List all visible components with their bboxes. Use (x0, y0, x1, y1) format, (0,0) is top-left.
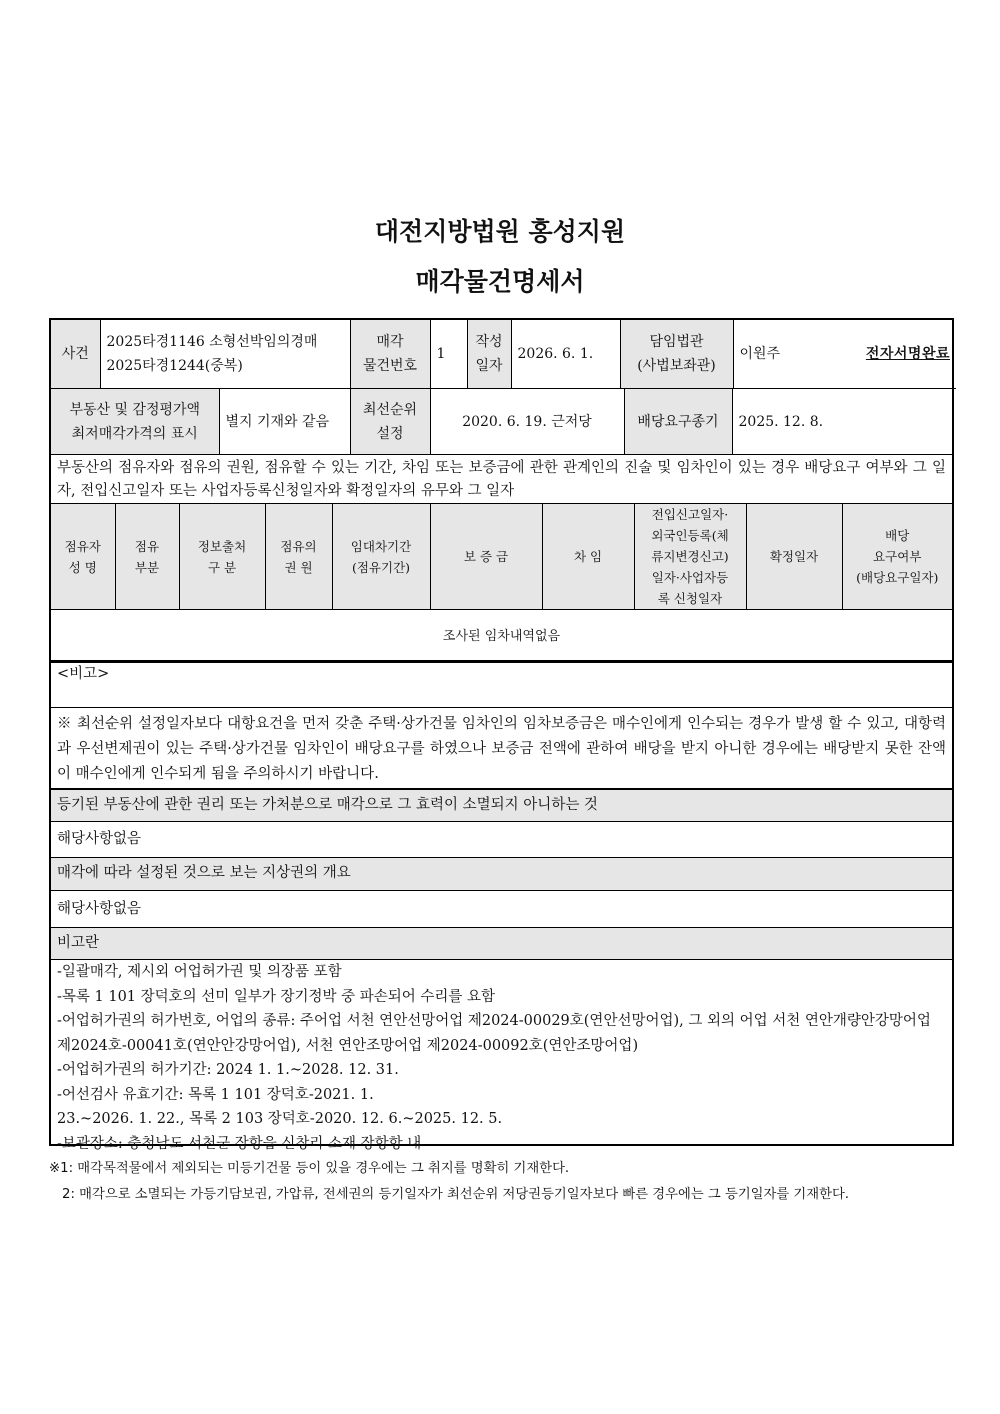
appraisal-label-line1: 부동산 및 감정평가액 (69, 401, 201, 418)
judge-label-line1: 담임법관 (649, 334, 704, 350)
case-number-line2: 2025타경1244(중복) (106, 358, 243, 374)
misc-line: -어업허가권의 허가기간: 2024 1. 1.~2028. 12. 31. (57, 1062, 399, 1078)
col-lease-period-l2: (점유기간) (351, 559, 411, 575)
notes-table (49, 661, 954, 1152)
document-title: 매각물건명세서 (415, 267, 585, 296)
priority-label (350, 389, 430, 455)
surface-rights-label: 매각에 따라 설정된 것으로 보는 지상권의 개요 (51, 858, 952, 891)
col-occupied-part (115, 504, 179, 610)
col-dividend-request-l1: 배당 (885, 528, 910, 543)
col-occupant-name-l1: 점유자 (64, 538, 101, 554)
appraisal-label-line2: 최저매각가격의 표시 (71, 425, 198, 442)
priority-label-line2: 설정 (376, 425, 404, 442)
judge-label (620, 320, 733, 388)
priority-value: 2020. 6. 19. 근저당 (430, 389, 624, 455)
case-label: 사건 (51, 320, 100, 388)
case-info-row (51, 320, 956, 388)
case-info-table (49, 318, 954, 662)
col-dividend-request (842, 504, 952, 610)
col-occupant-name-l2: 성 명 (68, 559, 97, 575)
col-dividend-request-l2: 요구여부 (873, 549, 922, 564)
col-fixed-date-l1: 확정일자 (769, 549, 819, 564)
case-number-line1: 2025타경1146 소형선박임의경매 (106, 334, 318, 350)
footnote-1: ※1: 매각목적물에서 제외되는 미등기건물 등이 있을 경우에는 그 취지를 명확히 기재한다. (49, 1161, 570, 1176)
case-number-cell (100, 320, 350, 388)
misc-label: 비고란 (51, 928, 952, 960)
appraisal-value: 별지 기재와 같음 (219, 389, 350, 455)
surface-rights-value: 해당사항없음 (51, 891, 952, 928)
col-info-source-l2: 구 분 (207, 559, 237, 575)
remarks-section (51, 663, 952, 708)
item-number-label-line1: 매각 (376, 334, 404, 350)
col-info-source (179, 504, 265, 610)
written-date-label-line2: 일자 (475, 358, 503, 374)
col-rent-l1: 차 임 (573, 549, 603, 564)
judge-name: 이원주 (739, 346, 781, 362)
notice-text: ※ 최선순위 설정일자보다 대항요건을 먼저 갖춘 주택·상가건물 임차인의 임차보증금은 매수인에게 인수되는 경우가 발생 할 수 있고, 대항력과 우선변제권이 있는 주택·상가건물 임차인이 배당요구를 하였으나 보증금 전액에 관하여 배당을 받지 아니한 경우에는 배당받지 못한 잔액이 매수인에게 인수되게 됨을 주의하시기 바랍니다. (51, 708, 952, 790)
col-registration-date-l3: 류지변경신고) (651, 549, 729, 564)
col-registration-date (634, 504, 746, 610)
deadline-value: 2025. 12. 8. (732, 389, 956, 455)
property-info-row (51, 388, 956, 454)
misc-line: -어선검사 유효기간: 목록 1 101 장덕호-2021. 1. (57, 1086, 374, 1103)
misc-content (51, 960, 952, 1156)
col-occupancy-right-l2: 권 원 (284, 559, 313, 575)
col-occupied-part-l1: 점유 (134, 538, 160, 554)
judge-label-line2: (사법보좌관) (637, 358, 716, 374)
col-rent (542, 504, 634, 610)
misc-line: -어업허가권의 허가번호, 어업의 종류: 주어업 서천 연안선망어업 제2024-00029호(연안선망어업), 그 외의 어업 서천 연안개량안강망어업 제2024호-00041호(연안안강망어업), 서천 연안조망어업 제2024-00092호(연안조망어업) (57, 1013, 931, 1054)
col-occupant-name (51, 504, 115, 610)
misc-line: -목록 1 101 장덕호의 선미 일부가 장기정박 중 파손되어 수리를 요함 (57, 988, 496, 1005)
col-deposit-l1: 보 증 금 (463, 549, 509, 564)
priority-label-line1: 최선순위 (362, 401, 418, 418)
misc-line: 23.~2026. 1. 22., 목록 2 103 장덕호-2020. 12. 6.~2025. 12. 5. (57, 1111, 503, 1127)
col-registration-date-l2: 외국인등록(체 (651, 528, 729, 543)
col-lease-period-l1: 임대차기간 (350, 538, 412, 554)
signature-status: 전자서명완료 (865, 346, 950, 362)
remarks-label: <비고> (57, 666, 110, 682)
misc-line: -일괄매각, 제시외 어업허가권 및 의장품 포함 (57, 964, 342, 980)
col-registration-date-l1: 전입신고일자· (651, 507, 729, 522)
col-registration-date-l5: 록 신청일자 (657, 591, 723, 606)
item-number-label-line2: 물건번호 (362, 358, 418, 374)
col-fixed-date (746, 504, 842, 610)
footnote-2: 2: 매각으로 소멸되는 가등기담보권, 가압류, 전세권의 등기일자가 최선순위 저당권등기일자보다 빠른 경우에는 그 등기일자를 기재한다. (62, 1187, 850, 1202)
col-occupancy-right (265, 504, 332, 610)
occupancy-intro: 부동산의 점유자와 점유의 권원, 점유할 수 있는 기간, 차임 또는 보증금에 관한 관계인의 진술 및 임차인이 있는 경우 배당요구 여부와 그 일자, 전입신고일자 또는 사업자등록신청일자와 확정일자의 유무와 그 일자 (51, 454, 952, 503)
col-registration-date-l4: 일자·사업자등 (651, 570, 729, 585)
misc-line: -보관장소: 충청남도 서천군 장항읍 신창리 소재 장항항 내 (57, 1135, 422, 1152)
occupancy-header-row (51, 504, 952, 610)
col-dividend-request-l3: (배당요구일자) (856, 570, 939, 585)
registered-rights-value: 해당사항없음 (51, 822, 952, 858)
item-number-value: 1 (430, 320, 467, 388)
judge-cell (733, 320, 956, 388)
col-lease-period (332, 504, 430, 610)
col-info-source-l1: 정보출처 (197, 538, 247, 554)
written-date-label-line1: 작성 (475, 334, 503, 350)
written-date-label (467, 320, 511, 388)
col-deposit (430, 504, 542, 610)
col-occupied-part-l2: 부분 (134, 559, 160, 575)
registered-rights-label: 등기된 부동산에 관한 권리 또는 가처분으로 매각으로 그 효력이 소멸되지 아니하는 것 (51, 790, 952, 822)
written-date-value: 2026. 6. 1. (511, 320, 620, 388)
col-occupancy-right-l1: 점유의 (280, 538, 317, 554)
deadline-label: 배당요구종기 (624, 389, 732, 455)
occupancy-empty-message: 조사된 임차내역없음 (51, 609, 952, 665)
item-number-label (350, 320, 430, 388)
court-name: 대전지방법원 홍성지원 (374, 217, 626, 246)
appraisal-label (51, 389, 219, 455)
occupancy-table (51, 503, 952, 609)
